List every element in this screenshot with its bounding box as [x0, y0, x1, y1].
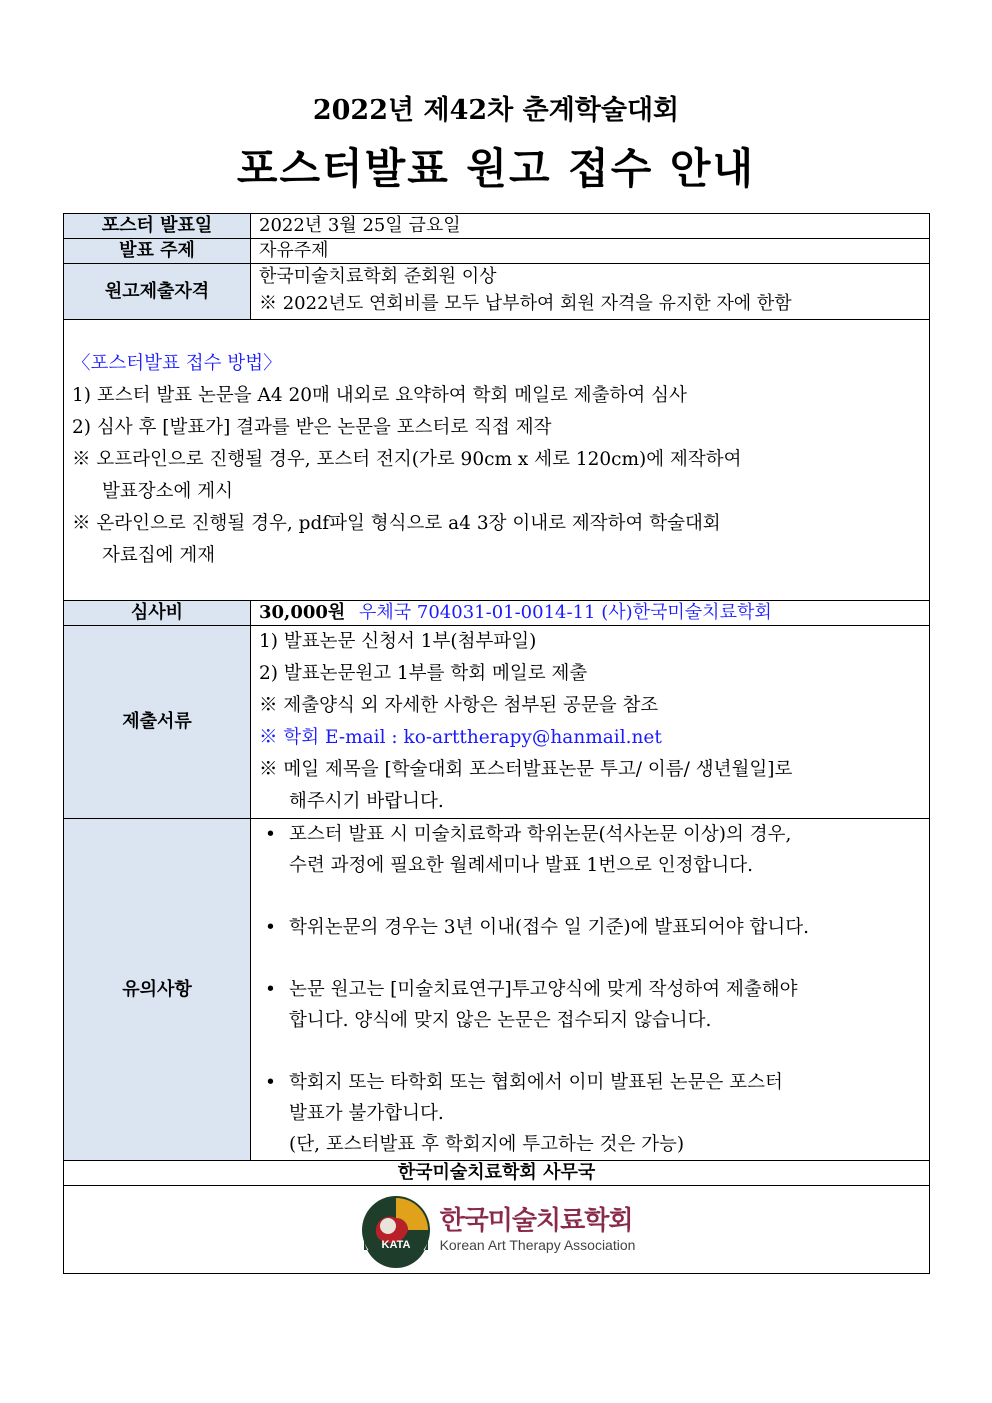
notes-label: 유의사항: [64, 819, 251, 1161]
row-documents: [64, 626, 930, 819]
note-text: 학위논문의 경우는 3년 이내(접수 일 기준)에 발표되어야 합니다.: [289, 917, 810, 938]
documents-line: 2) 발표논문원고 1부를 학회 메일로 제출: [259, 663, 588, 684]
method-line: ※ 온라인으로 진행될 경우, pdf파일 형식으로 a4 3장 이내로 제작하여 학술대회: [72, 513, 721, 534]
documents-value: [251, 626, 930, 819]
row-footer: [64, 1161, 930, 1186]
fee-label: 심사비: [64, 601, 251, 626]
documents-label: 제출서류: [64, 626, 251, 819]
row-date: [64, 214, 930, 239]
topic-value: 자유주제: [251, 239, 930, 264]
title-line-1: 2022년 제42차 춘계학술대회: [312, 95, 680, 126]
note-text: (단, 포스터발표 후 학회지에 투고하는 것은 가능): [289, 1134, 685, 1155]
info-table: [63, 213, 930, 1274]
note-text: 논문 원고는 [미술치료연구]투고양식에 맞게 작성하여 제출해야: [289, 979, 798, 1000]
note-text: 합니다. 양식에 맞지 않은 논문은 접수되지 않습니다.: [289, 1010, 712, 1031]
title-line-2: 포스터발표 원고 접수 안내: [236, 144, 756, 193]
method-line: ※ 오프라인으로 진행될 경우, 포스터 전지(가로 90cm x 세로 120cm)에 제작하여: [72, 449, 742, 470]
row-logo: [64, 1186, 930, 1274]
qualification-line-1: 한국미술치료학회 준회원 이상: [259, 265, 497, 287]
topic-label: 발표 주제: [64, 239, 251, 264]
logo-text: [440, 1206, 636, 1254]
documents-line: ※ 제출양식 외 자세한 사항은 첨부된 공문을 참조: [259, 695, 659, 716]
logo: [64, 1187, 929, 1273]
note-item: [259, 912, 921, 943]
bullet-icon: •: [265, 979, 276, 1000]
row-topic: [64, 239, 930, 264]
row-fee: [64, 601, 930, 626]
method-line: 1) 포스터 발표 논문을 A4 20매 내외로 요약하여 학회 메일로 제출하여 심사: [72, 385, 687, 406]
date-value: 2022년 3월 25일 금요일: [251, 214, 930, 239]
fee-value: [251, 601, 930, 626]
notes-value: [251, 819, 930, 1161]
qualification-line-2: ※ 2022년도 연회비를 모두 납부하여 회원 자격을 유지한 자에 한함: [259, 292, 792, 314]
qualification-label: 원고제출자격: [64, 264, 251, 320]
method-line: 자료집에 게재: [102, 545, 216, 566]
documents-email-line: ※ 학회 E-mail : ko-arttherapy@hanmail.net: [259, 727, 662, 748]
row-notes: [64, 819, 930, 1161]
documents-line: ※ 메일 제목을 [학술대회 포스터발표논문 투고/ 이름/ 생년월일]로: [259, 759, 793, 780]
kata-logo-icon: [358, 1192, 434, 1268]
office-name: 한국미술치료학회 사무국: [64, 1161, 930, 1186]
note-item: [259, 1067, 921, 1160]
fee-amount: 30,000원: [259, 602, 346, 623]
method-section: [64, 320, 930, 601]
logo-abbr: KATA: [381, 1238, 411, 1251]
note-text: 학회지 또는 타학회 또는 협회에서 이미 발표된 논문은 포스터: [289, 1072, 783, 1093]
fee-account: 우체국 704031-01-0014-11 (사)한국미술치료학회: [359, 602, 772, 623]
logo-name-english: Korean Art Therapy Association: [439, 1236, 636, 1253]
row-qualification: [64, 264, 930, 320]
note-text: 수련 과정에 필요한 월례세미나 발표 1번으로 인정합니다.: [289, 855, 753, 876]
documents-line: 해주시기 바랍니다.: [289, 791, 444, 812]
note-item: [259, 819, 921, 881]
bullet-icon: •: [265, 917, 276, 938]
bullet-icon: •: [265, 824, 276, 845]
logo-name-korean: 한국미술치료학회: [439, 1205, 633, 1236]
documents-line: 1) 발표논문 신청서 1부(첨부파일): [259, 631, 537, 652]
method-heading: 〈포스터발표 접수 방법〉: [72, 353, 282, 374]
method-line: 발표장소에 게시: [102, 481, 233, 502]
note-text: 발표가 불가합니다.: [289, 1103, 444, 1124]
note-item: [259, 974, 921, 1036]
row-method: [64, 320, 930, 601]
bullet-icon: •: [265, 1072, 276, 1093]
qualification-value: [251, 264, 930, 320]
note-text: 포스터 발표 시 미술치료학과 학위논문(석사논문 이상)의 경우,: [289, 824, 792, 845]
logo-cell: [64, 1186, 930, 1274]
date-label: 포스터 발표일: [64, 214, 251, 239]
method-line: 2) 심사 후 [발표가] 결과를 받은 논문을 포스터로 직접 제작: [72, 417, 552, 438]
